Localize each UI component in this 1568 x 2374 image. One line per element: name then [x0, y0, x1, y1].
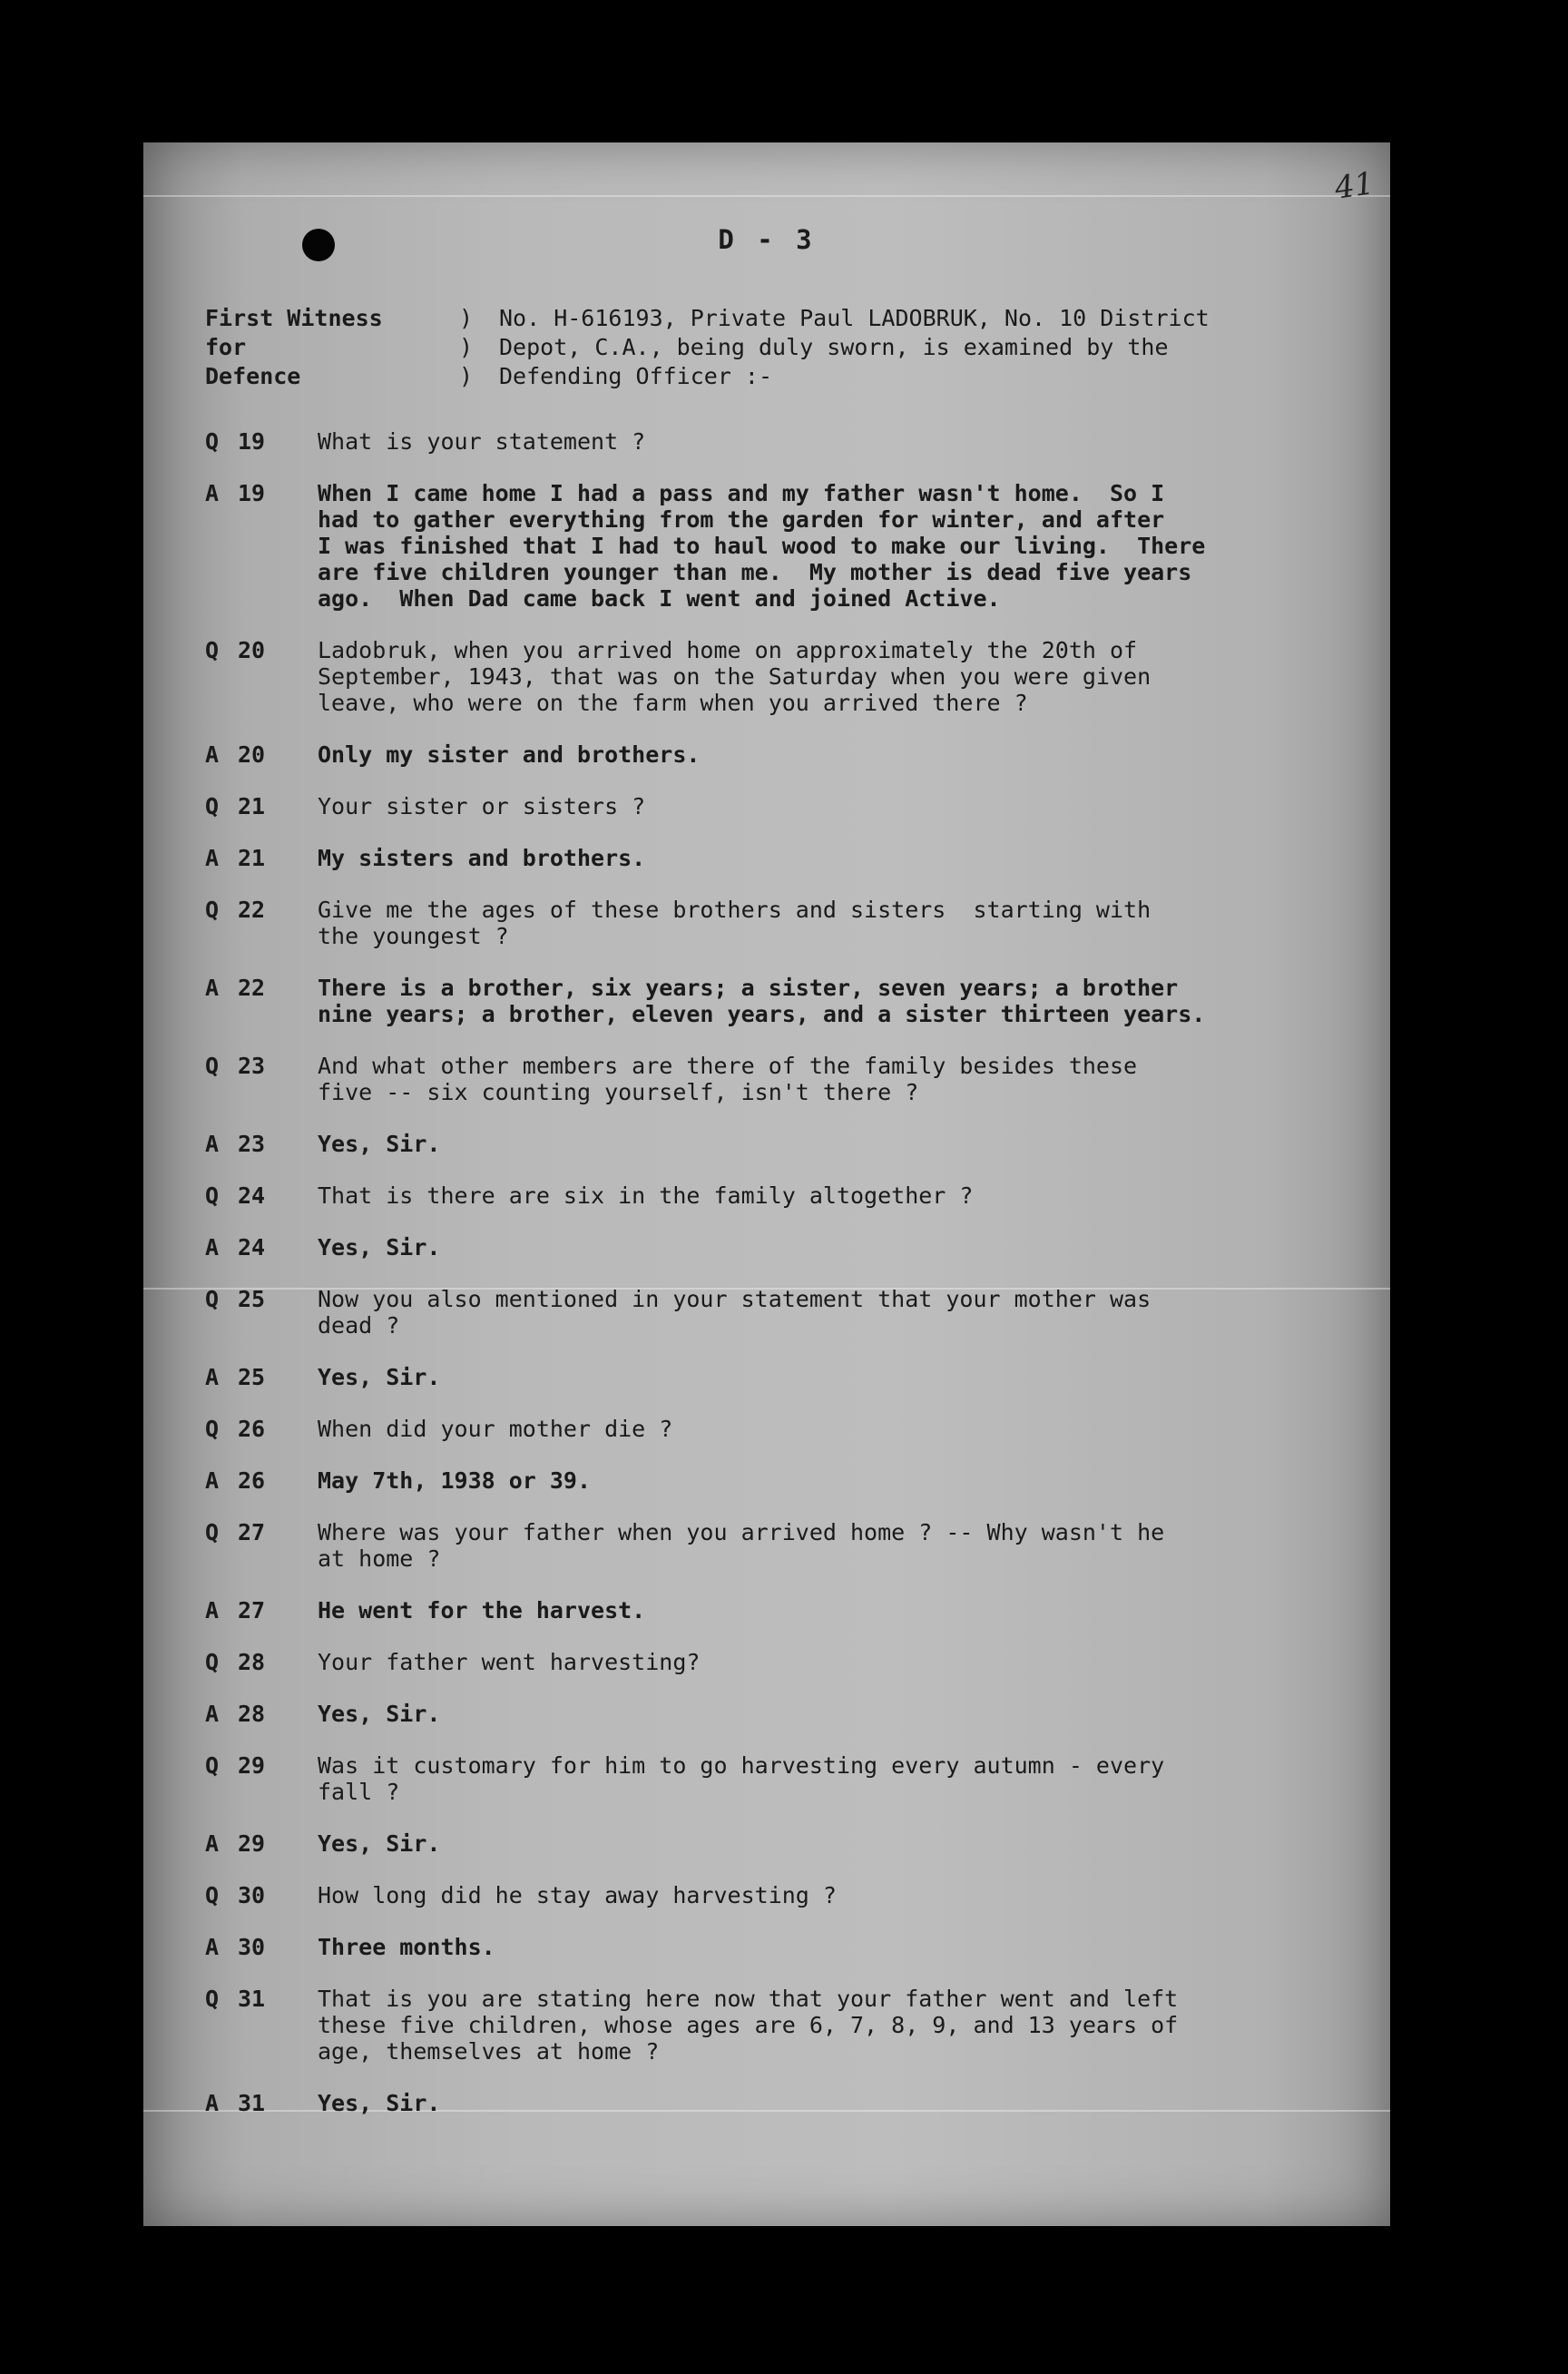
entry-number: 30 [238, 1934, 266, 1960]
entry-text-line: dead ? [318, 1312, 400, 1339]
entry-number: 28 [238, 1649, 266, 1675]
entry-number: 20 [238, 741, 266, 768]
entry-type-label: A [205, 1364, 220, 1390]
entry-text-line: Yes, Sir. [318, 1701, 441, 1727]
answer-entry [205, 1234, 1367, 1261]
entry-number: 21 [238, 793, 266, 819]
entry-number: 29 [238, 1830, 266, 1857]
entry-text-line: September, 1943, that was on the Saturday when you were given [318, 663, 1152, 690]
entry-text-line: nine years; a brother, eleven years, and a sister thirteen years. [318, 1001, 1206, 1027]
entry-type-label: Q [205, 1986, 220, 2012]
question-entry [205, 1882, 1367, 1908]
entry-type-label: Q [205, 1053, 220, 1079]
entry-text [318, 975, 1367, 1027]
answer-entry [205, 1131, 1367, 1157]
answer-entry [205, 1597, 1367, 1624]
entry-number: 27 [238, 1597, 266, 1624]
entry-text-line: When did your mother die ? [318, 1416, 673, 1442]
brace: ) ) ) [459, 305, 474, 389]
entry-number: 30 [238, 1882, 266, 1908]
entry-text-line: When I came home I had a pass and my father wasn't home. So I [318, 480, 1165, 506]
entry-text-line: at home ? [318, 1545, 441, 1572]
entry-type-label: A [205, 741, 220, 768]
entry-text-line: And what other members are there of the family besides these [318, 1053, 1138, 1079]
entry-text-line: Give me the ages of these brothers and sisters starting with [318, 897, 1152, 923]
entry-text [318, 1986, 1367, 2065]
entry-number: 21 [238, 845, 266, 871]
entry-text-line: had to gather everything from the garden for winter, and after [318, 506, 1165, 533]
answer-entry [205, 741, 1367, 768]
answer-entry [205, 480, 1367, 612]
question-entry [205, 1649, 1367, 1675]
witness-description-line: Defending Officer :- [499, 363, 773, 389]
question-entry [205, 1519, 1367, 1572]
entry-type-label: Q [205, 1286, 220, 1312]
entry-text [318, 1752, 1367, 1805]
entry-text-line: Yes, Sir. [318, 1830, 441, 1857]
entry-type-label: Q [205, 1416, 220, 1442]
entry-text-line: How long did he stay away harvesting ? [318, 1882, 837, 1908]
entry-number: 23 [238, 1053, 266, 1079]
entry-text [318, 480, 1367, 612]
entry-text [318, 1830, 1367, 1857]
entry-number: 22 [238, 975, 266, 1001]
entry-text-line: What is your statement ? [318, 428, 646, 455]
entry-text-line: Yes, Sir. [318, 1131, 441, 1157]
witness-label [205, 304, 459, 391]
entry-type-label: A [205, 480, 220, 506]
entry-number: 27 [238, 1519, 266, 1545]
entry-text-line: Where was your father when you arrived home ? -- Why wasn't he [318, 1519, 1165, 1545]
entry-text-line: leave, who were on the farm when you arrived there ? [318, 690, 1028, 716]
entry-number: 26 [238, 1416, 266, 1442]
entry-number: 31 [238, 2090, 266, 2116]
entry-text-line: fall ? [318, 1779, 400, 1805]
entry-type-label: Q [205, 1519, 220, 1545]
answer-entry [205, 2090, 1367, 2116]
entry-number: 24 [238, 1182, 266, 1209]
entry-type-label: Q [205, 428, 220, 455]
entry-type-label: Q [205, 793, 220, 819]
entry-text [318, 2090, 1367, 2116]
entry-text-line: Only my sister and brothers. [318, 741, 701, 768]
entry-text [318, 1131, 1367, 1157]
witness-description [499, 304, 1321, 391]
entry-number: 25 [238, 1364, 266, 1390]
entry-text-line: My sisters and brothers. [318, 845, 646, 871]
answer-entry [205, 1934, 1367, 1960]
handwritten-folio-number: 41 [1332, 165, 1377, 207]
answer-entry [205, 1701, 1367, 1727]
entry-type-label: Q [205, 897, 220, 923]
entry-text [318, 1182, 1367, 1209]
entry-number: 22 [238, 897, 266, 923]
entry-type-label: A [205, 1597, 220, 1624]
question-entry [205, 1416, 1367, 1442]
entry-type-label: Q [205, 637, 220, 663]
entry-text [318, 897, 1367, 949]
entry-text-line: these five children, whose ages are 6, 7, 8, 9, and 13 years of [318, 2012, 1179, 2038]
entry-number: 29 [238, 1752, 266, 1779]
entry-text-line: Yes, Sir. [318, 2090, 441, 2116]
entry-number: 19 [238, 428, 266, 455]
entry-text-line: I was finished that I had to haul wood to make our living. There [318, 533, 1206, 559]
entry-number: 20 [238, 637, 266, 663]
answer-entry [205, 975, 1367, 1027]
witness-label-line: for [205, 334, 247, 360]
entry-text [318, 1416, 1367, 1442]
entry-text-line: are five children younger than me. My mother is dead five years [318, 559, 1192, 585]
entry-number: 24 [238, 1234, 266, 1261]
entry-text-line: five -- six counting yourself, isn't there ? [318, 1079, 919, 1105]
entry-number: 19 [238, 480, 266, 506]
entry-type-label: A [205, 2090, 220, 2116]
document-page [143, 142, 1390, 2226]
entry-text-line: the youngest ? [318, 923, 509, 949]
question-entry [205, 1986, 1367, 2065]
witness-description-line: Depot, C.A., being duly sworn, is examined by the [499, 334, 1169, 360]
entry-text-line: Was it customary for him to go harvesting every autumn - every [318, 1752, 1165, 1779]
entry-text [318, 741, 1367, 768]
entry-type-label: A [205, 1701, 220, 1727]
entry-text [318, 1597, 1367, 1624]
question-entry [205, 1286, 1367, 1339]
entry-type-label: Q [205, 1649, 220, 1675]
entry-text [318, 1234, 1367, 1261]
question-entry [205, 1053, 1367, 1105]
entry-text [318, 637, 1367, 716]
entry-text-line: Your father went harvesting? [318, 1649, 701, 1675]
entry-number: 26 [238, 1467, 266, 1494]
entry-text-line: Yes, Sir. [318, 1234, 441, 1261]
question-entry [205, 793, 1367, 819]
entry-text [318, 1053, 1367, 1105]
page-number: D - 3 [718, 224, 816, 255]
entry-type-label: A [205, 1934, 220, 1960]
entry-text [318, 1467, 1367, 1494]
entry-type-label: A [205, 1467, 220, 1494]
question-entry [205, 1752, 1367, 1805]
witness-label-line: First Witness [205, 305, 383, 331]
question-entry [205, 428, 1367, 455]
entry-text-line: age, themselves at home ? [318, 2038, 660, 2065]
entry-type-label: Q [205, 1182, 220, 1209]
entry-type-label: A [205, 845, 220, 871]
entry-text [318, 1649, 1367, 1675]
entry-text [318, 1286, 1367, 1339]
entry-text [318, 1934, 1367, 1960]
entry-type-label: A [205, 975, 220, 1001]
entry-text-line: Yes, Sir. [318, 1364, 441, 1390]
entry-text [318, 793, 1367, 819]
entry-type-label: A [205, 1234, 220, 1261]
entry-text-line: Three months. [318, 1934, 495, 1960]
witness-description-line: No. H-616193, Private Paul LADOBRUK, No. 10 District [499, 305, 1210, 331]
entry-text-line: May 7th, 1938 or 39. [318, 1467, 592, 1494]
answer-entry [205, 1467, 1367, 1494]
entry-text-line: ago. When Dad came back I went and joined Active. [318, 585, 1001, 612]
entry-text [318, 428, 1367, 455]
entry-number: 31 [238, 1986, 266, 2012]
question-entry [205, 897, 1367, 949]
entry-text-line: He went for the harvest. [318, 1597, 646, 1624]
entry-number: 25 [238, 1286, 266, 1312]
fold-line-top [143, 195, 1390, 197]
answer-entry [205, 1830, 1367, 1857]
entry-text [318, 1364, 1367, 1390]
entry-text-line: That is you are stating here now that your father went and left [318, 1986, 1179, 2012]
question-answer-list [205, 428, 1367, 2142]
entry-type-label: Q [205, 1752, 220, 1779]
answer-entry [205, 845, 1367, 871]
entry-text-line: Ladobruk, when you arrived home on approximately the 20th of [318, 637, 1138, 663]
entry-type-label: A [205, 1131, 220, 1157]
entry-text-line: Now you also mentioned in your statement that your mother was [318, 1286, 1152, 1312]
entry-text [318, 1882, 1367, 1908]
question-entry [205, 637, 1367, 716]
entry-number: 23 [238, 1131, 266, 1157]
entry-type-label: Q [205, 1882, 220, 1908]
question-entry [205, 1182, 1367, 1209]
witness-heading [205, 304, 1321, 391]
entry-text-line: Your sister or sisters ? [318, 793, 646, 819]
witness-label-line: Defence [205, 363, 301, 389]
entry-text [318, 1519, 1367, 1572]
answer-entry [205, 1364, 1367, 1390]
entry-text-line: There is a brother, six years; a sister, seven years; a brother [318, 975, 1179, 1001]
entry-text [318, 1701, 1367, 1727]
entry-type-label: A [205, 1830, 220, 1857]
entry-number: 28 [238, 1701, 266, 1727]
entry-text [318, 845, 1367, 871]
entry-text-line: That is there are six in the family altogether ? [318, 1182, 974, 1209]
